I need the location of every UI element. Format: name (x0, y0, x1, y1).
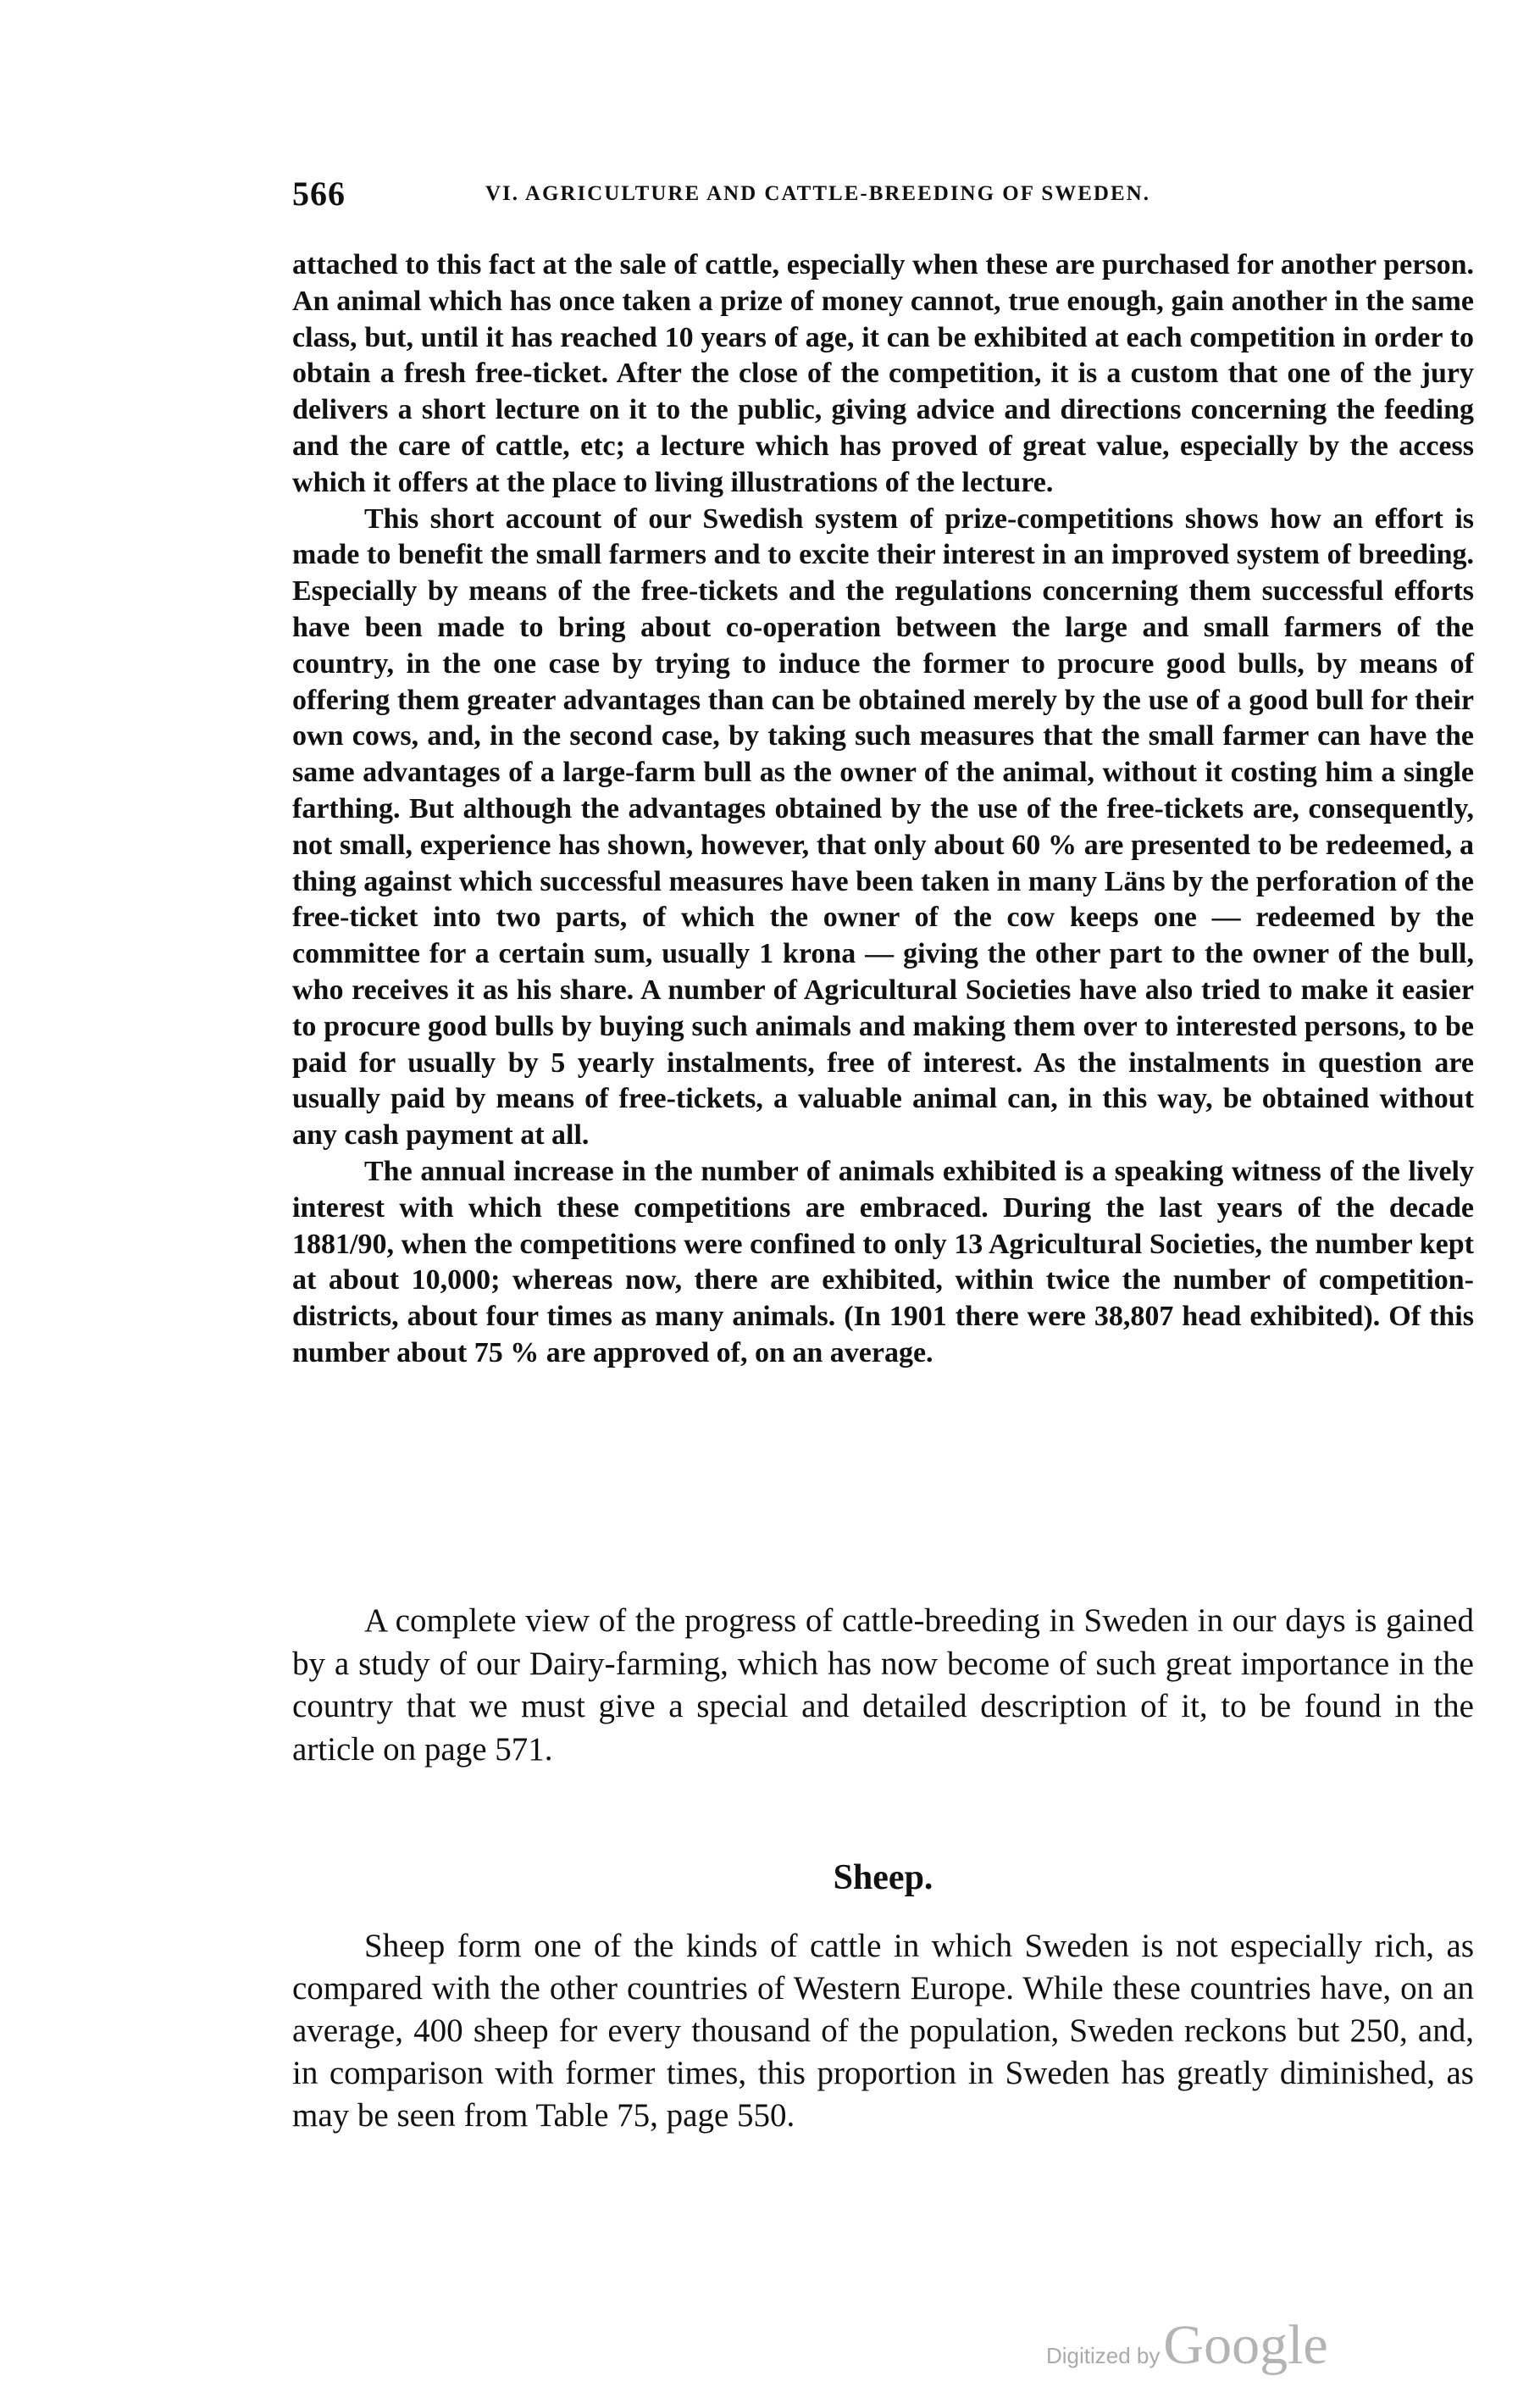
google-logo: Google (1163, 2314, 1328, 2376)
watermark-prefix: Digitized by (1046, 2343, 1161, 2368)
page-number: 566 (292, 175, 346, 213)
section-heading-sheep: Sheep. (833, 1858, 933, 1897)
paragraph-free-ticket: attached to this fact at the sale of cattle, especially when these are purchased for another person. An animal which has once taken a prize of money cannot, true enough, gain another in the same class, but, until it has reached 10 years of age, it can be exhibited at each competition in order to obtain a fresh free-ticket. After the close of the competition, it is a custom that one of the jury delivers a short lecture on it to the public, giving advice and directions concerning the feeding and the care of cattle, etc; a lecture which has proved of great value, especially by the access which it offers at the place to living illustrations of the lecture. (292, 249, 1474, 498)
running-head: VI. AGRICULTURE AND CATTLE-BREEDING OF SWEDEN. (485, 182, 1150, 205)
digitized-watermark (1046, 2313, 1328, 2381)
small-print-text (292, 247, 1474, 1372)
large-print-text (292, 1600, 1474, 1771)
sheep-section (292, 1925, 1474, 2137)
page-header (292, 174, 1478, 216)
paragraph-sheep: Sheep form one of the kinds of cattle in which Sweden is not especially rich, as compared with the other countries of Western Europe. While these countries have, on an average, 400 sheep for every thousand of the population, Sweden reckons but 250, and, in comparison with former times, this proportion in Sweden has greatly diminished, as may be seen from Table 75, page 550. (292, 1928, 1474, 2134)
paragraph-dairy-farming: A complete view of the progress of cattle-breeding in Sweden in our days is gained by a study of our Dairy-farming, which has now become of such great importance in the country that we must give a special and detailed description of it, to be found in the article on page 571. (292, 1602, 1474, 1768)
paragraph-prize-system: This short account of our Swedish system of prize-competitions shows how an effort is made to benefit the small farmers and to excite their interest in an improved system of breeding. Especially by means of the free-tickets and the regulations concerning them successful efforts have been made to bring about co-operation between the large and small farmers of the country, in the one case by trying to induce the former to procure good bulls, by means of offering them greater advantages than can be obtained merely by the use of a good bull for their own cows, and, in the second case, by taking such measures that the small farmer can have the same advantages of a large-farm bull as the owner of the animal, without it costing him a single farthing. But although the advantages obtained by the use of the free-tickets are, consequently, not small, experience has shown, however, that only about 60 % are presented to be redeemed, a thing against which successful measures have been taken in many Läns by the perforation of the free-ticket into two parts, of which the owner of the cow keeps one — redeemed by the committee for a certain sum, usually 1 krona — giving the other part to the owner of the bull, who receives it as his share. A number of Agricultural Societies have also tried to make it easier to procure good bulls by buying such animals and making them over to interested persons, to be paid for usually by 5 yearly instalments, free of interest. As the instalments in question are usually paid by means of free-tickets, a valuable animal can, in this way, be obtained without any cash payment at all. (292, 502, 1474, 1152)
paragraph-annual-increase: The annual increase in the number of animals exhibited is a speaking witness of the lively interest with which these competitions are embraced. During the last years of the decade 1881/90, when the competitions were confined to only 13 Agricultural Societies, the number kept at about 10,000; whereas now, there are exhibited, within twice the number of competition-districts, about four times as many animals. (In 1901 there were 38,807 head exhibited). Of this number about 75 % are approved of, on an average. (292, 1155, 1474, 1368)
